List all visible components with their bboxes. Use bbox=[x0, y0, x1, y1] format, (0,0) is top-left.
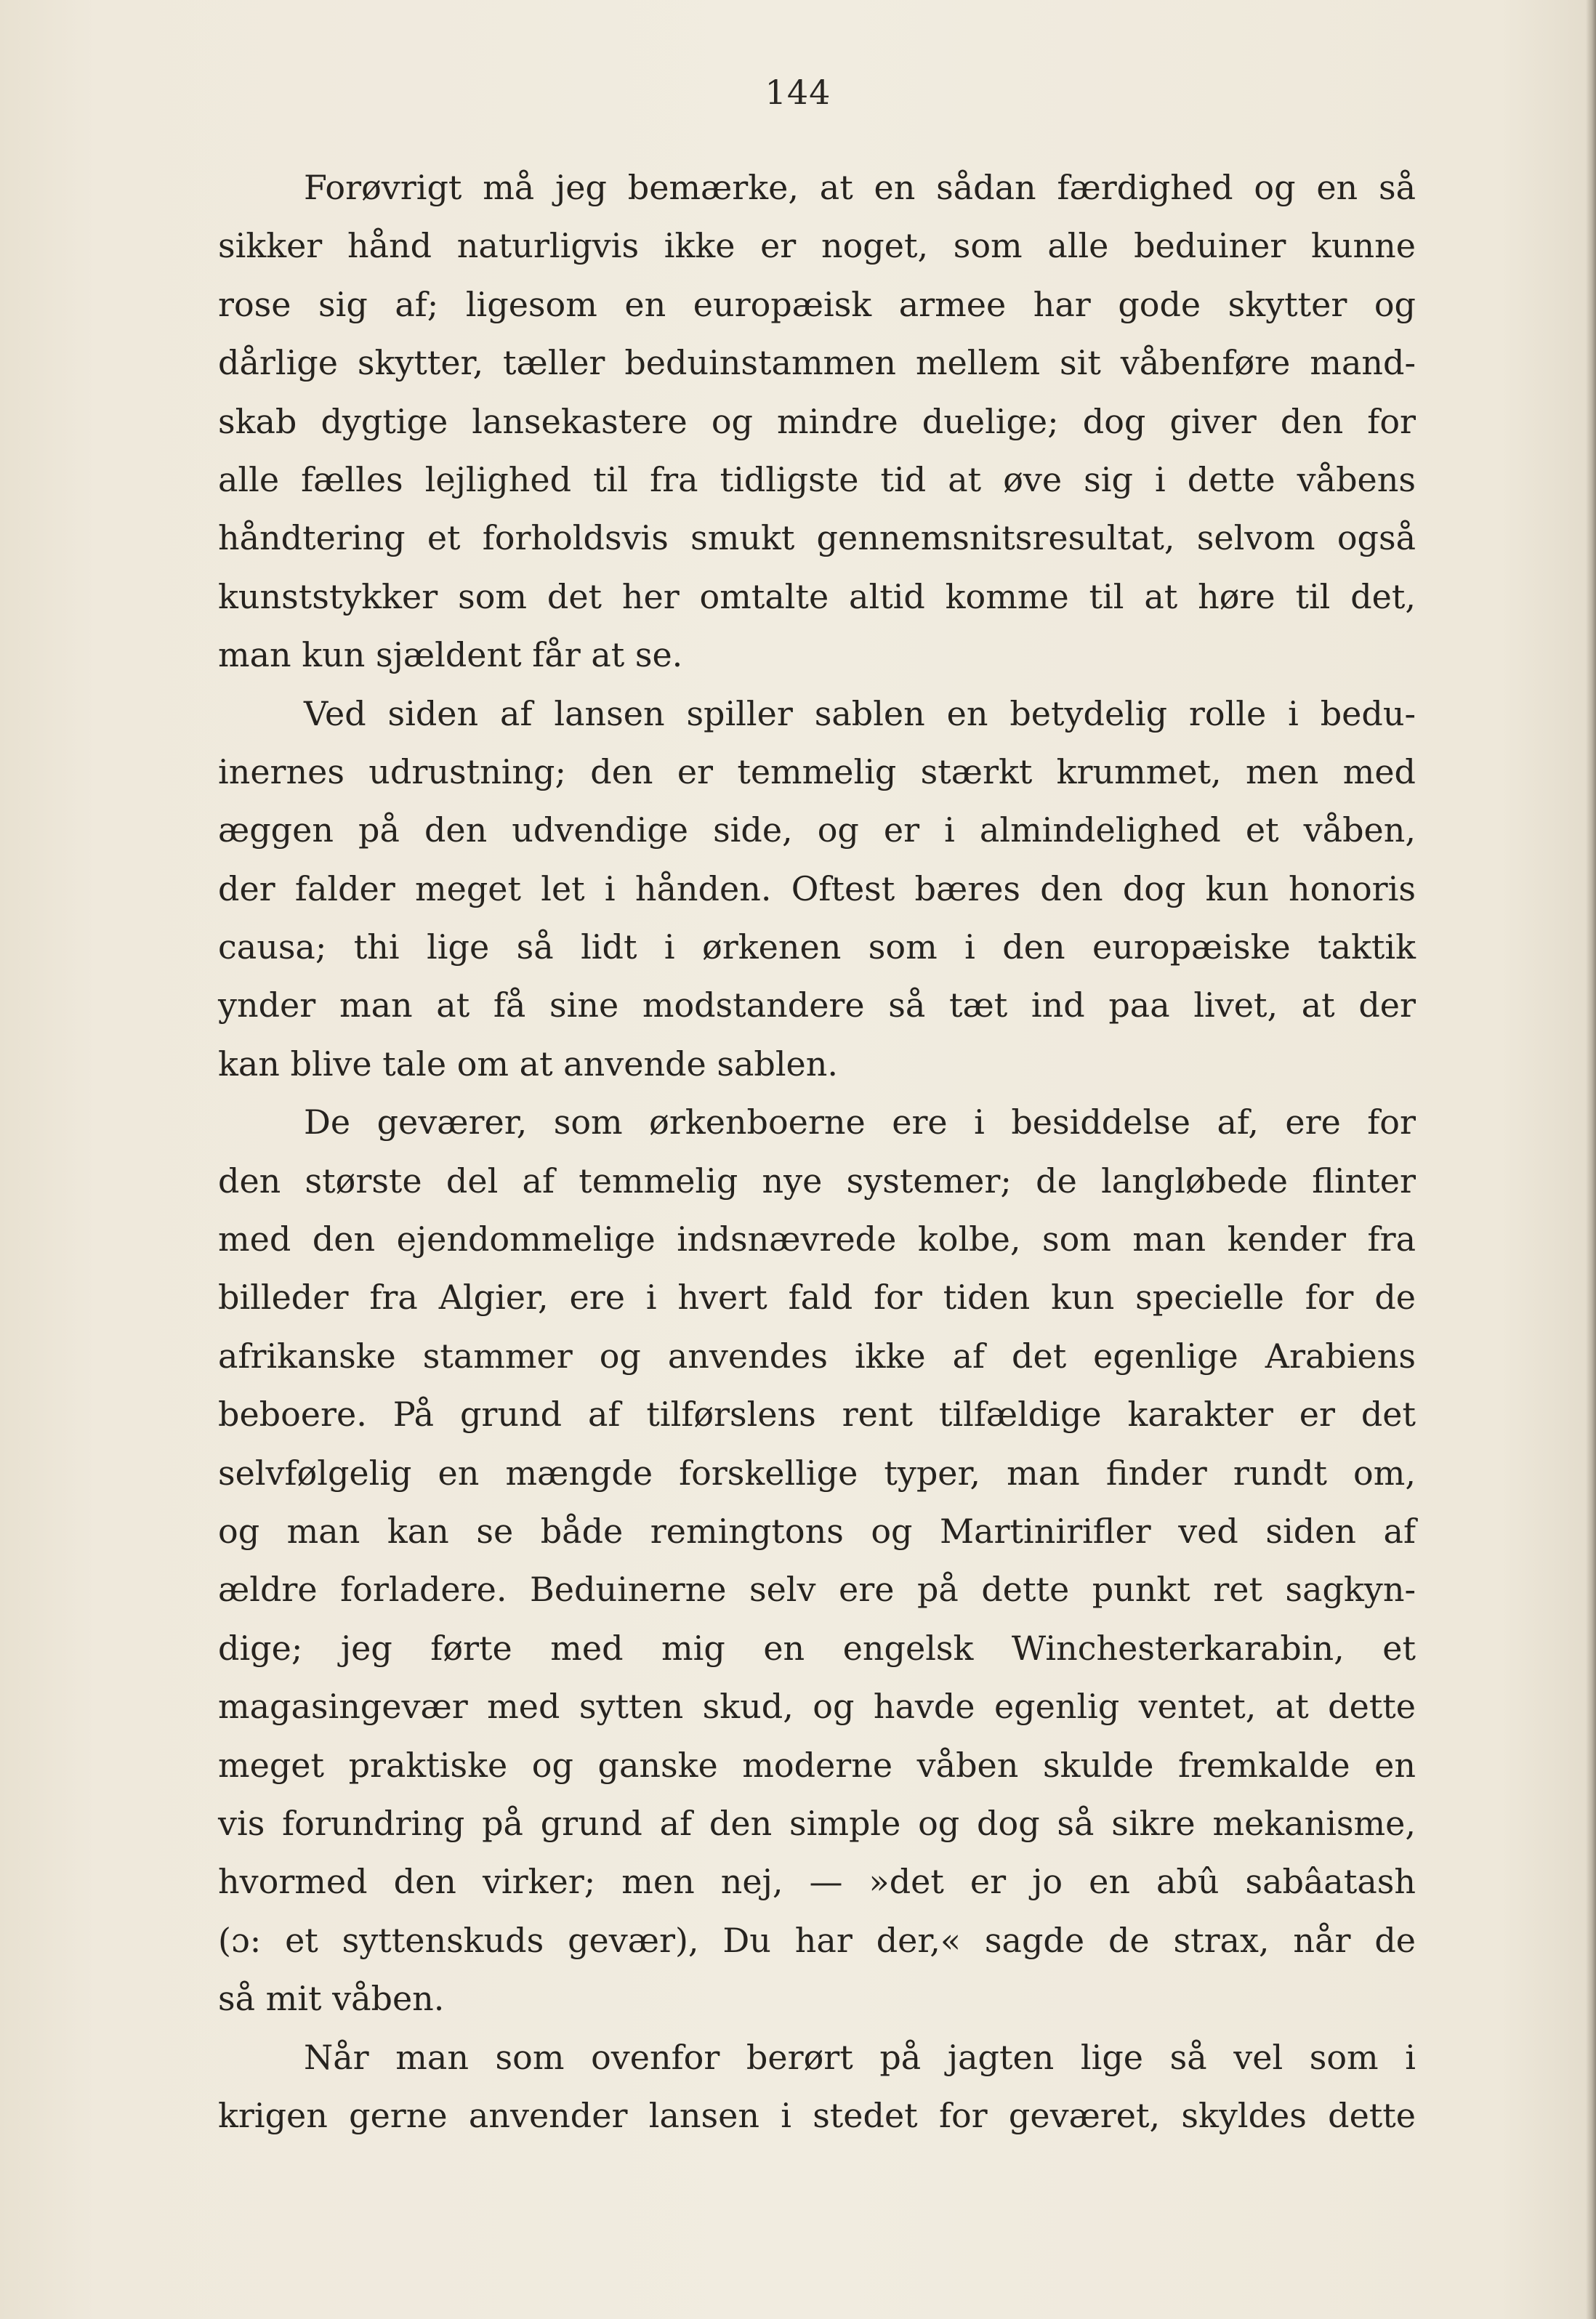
text-line: kunststykker som det her omtalte altid komme til at høre til det, bbox=[218, 576, 1416, 616]
text-line: dige; jeg førte med mig en engelsk Winchesterkarabin, et bbox=[218, 1628, 1416, 1668]
text-line: med den ejendommelige indsnævrede kolbe, som man kender fra bbox=[218, 1219, 1416, 1259]
text-line: billeder fra Algier, ere i hvert fald for tiden kun specielle for de bbox=[218, 1278, 1416, 1318]
text-line: De geværer, som ørkenboerne ere i besiddelse af, ere for bbox=[304, 1102, 1416, 1142]
text-line: afrikanske stammer og anvendes ikke af det egenlige Arabiens bbox=[218, 1336, 1416, 1376]
text-line: man kun sjældent får at se. bbox=[218, 635, 683, 675]
text-line: rose sig af; ligesom en europæisk armee har gode skytter og bbox=[218, 284, 1416, 324]
text-line: skab dygtige lansekastere og mindre duelige; dog giver den for bbox=[218, 401, 1416, 441]
page-number: 144 bbox=[765, 73, 831, 112]
text-line: sikker hånd naturligvis ikke er noget, som alle beduiner kunne bbox=[218, 226, 1416, 266]
text-line: magasingevær med sytten skud, og havde egenlig ventet, at dette bbox=[218, 1687, 1416, 1727]
text-line: og man kan se både remingtons og Martinirifler ved siden af bbox=[218, 1511, 1416, 1551]
text-line: alle fælles lejlighed til fra tidligste tid at øve sig i dette våbens bbox=[218, 459, 1416, 499]
text-line: krigen gerne anvender lansen i stedet for geværet, skyldes dette bbox=[218, 2095, 1416, 2135]
text-line: Når man som ovenfor berørt på jagten lige så vel som i bbox=[304, 2037, 1416, 2077]
text-line: kan blive tale om at anvende sablen. bbox=[218, 1044, 839, 1084]
text-line: (ɔ: et syttenskuds gevær), Du har der,« sagde de strax, når de bbox=[218, 1920, 1416, 1960]
text-line: æggen på den udvendige side, og er i almindelighed et våben, bbox=[218, 810, 1416, 850]
text-line: Forøvrigt må jeg bemærke, at en sådan færdighed og en så bbox=[304, 168, 1416, 207]
text-line: dårlige skytter, tæller beduinstammen mellem sit våbenføre mand- bbox=[218, 343, 1416, 383]
text-line: der falder meget let i hånden. Oftest bæres den dog kun honoris bbox=[218, 868, 1416, 908]
text-line: den største del af temmelig nye systemer; de langløbede flinter bbox=[218, 1161, 1416, 1201]
text-line: så mit våben. bbox=[218, 1979, 445, 2019]
text-line: vis forundring på grund af den simple og dog så sikre mekanisme, bbox=[218, 1803, 1416, 1843]
page-edge-shadow bbox=[1586, 0, 1596, 2319]
text-line: meget praktiske og ganske moderne våben skulde fremkalde en bbox=[218, 1745, 1416, 1785]
text-line: causa; thi lige så lidt i ørkenen som i den europæiske taktik bbox=[218, 927, 1416, 967]
text-line: hvormed den virker; men nej, — »det er jo en abû sabâatash bbox=[218, 1862, 1416, 1902]
text-line: beboere. På grund af tilførslens rent tilfældige karakter er det bbox=[218, 1395, 1416, 1435]
text-line: selvfølgelig en mængde forskellige typer, man finder rundt om, bbox=[218, 1453, 1416, 1493]
text-line: ældre forladere. Beduinerne selv ere på dette punkt ret sagkyn- bbox=[218, 1570, 1416, 1610]
text-line: inernes udrustning; den er temmelig stærkt krummet, men med bbox=[218, 751, 1416, 791]
text-line: håndtering et forholdsvis smukt gennemsnitsresultat, selvom også bbox=[218, 518, 1416, 558]
text-line: Ved siden af lansen spiller sablen en betydelig rolle i bedu- bbox=[304, 693, 1416, 733]
body-text bbox=[218, 158, 1416, 2145]
text-line: ynder man at få sine modstandere så tæt ind paa livet, at der bbox=[218, 985, 1416, 1025]
